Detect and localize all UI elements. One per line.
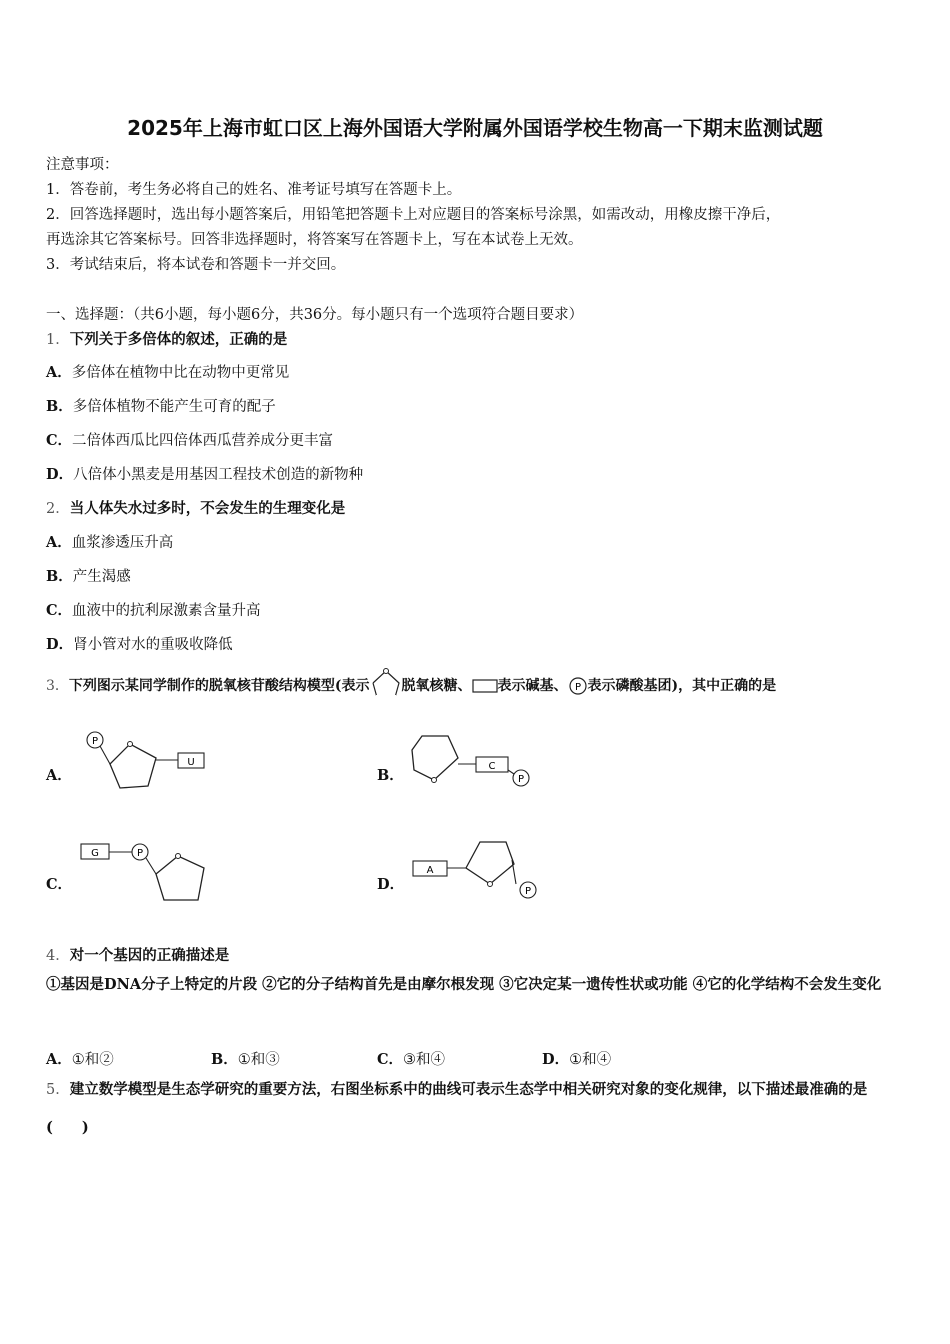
base-label: G (91, 848, 99, 859)
option-label: A． (46, 364, 72, 381)
option-text: 血液中的抗利尿激素含量升高 (72, 603, 261, 619)
question-5 (46, 1071, 904, 1147)
q4-option-a (46, 1048, 114, 1069)
option-label: B． (377, 767, 404, 784)
base-legend-icon (472, 679, 498, 693)
deoxyribose-shape (412, 736, 458, 780)
q3-option-d-diagram (410, 834, 542, 904)
option-label: D． (542, 1051, 570, 1068)
question-number: 4． (46, 948, 70, 964)
section-heading: 一、选择题：（共6小题，每小题6分，共36分。每小题只有一个选项符合题目要求） (46, 307, 584, 323)
question-stem: 当人体失水过多时，不会发生的生理变化是 (69, 500, 346, 517)
deoxyribose-shape (466, 842, 514, 884)
question-number: 5． (46, 1082, 70, 1098)
question-stem: 建立数学模型是生态学研究的重要方法，右图坐标系中的曲线可表示生态学中相关研究对象的变化规律，以下描述最准确的是( ) (46, 1081, 868, 1136)
option-label: A． (46, 1051, 72, 1068)
base-label: A (426, 865, 434, 876)
deoxyribose-shape (110, 744, 156, 788)
phosphate-label: P (91, 736, 99, 747)
option-label: C． (377, 1051, 404, 1068)
q2-option-b (46, 565, 131, 586)
question-number: 2． (46, 501, 70, 517)
deoxyribose-legend-icon (370, 667, 402, 705)
q2-option-c (46, 599, 261, 620)
phosphate-label: P (517, 774, 525, 785)
question-number: 1． (46, 332, 70, 348)
option-label: D． (46, 636, 74, 653)
q1-option-c (46, 429, 333, 450)
base-label: U (187, 757, 195, 768)
q4-option-c (377, 1048, 445, 1069)
q3-option-c-label (46, 873, 72, 894)
question-stem-part-3: 表示碱基、 (497, 678, 568, 694)
option-text: 多倍体植物不能产生可育的配子 (72, 399, 276, 415)
notice-heading: 注意事项： (46, 157, 119, 173)
question-4 (46, 944, 229, 965)
question-2 (46, 497, 345, 518)
q4-option-d (542, 1048, 611, 1069)
q3-option-a-label (46, 764, 72, 785)
option-text: ①和② (71, 1052, 114, 1068)
option-label: A． (46, 534, 72, 551)
option-label: C． (46, 876, 73, 893)
phosphate-label: P (136, 848, 144, 859)
phosphate-label: P (524, 886, 532, 897)
notice-item-2: 2．回答选择题时，选出每小题答案后，用铅笔把答题卡上对应题目的答案标号涂黑，如需改动，用橡皮擦干净后， (46, 207, 781, 223)
question-stem-part-4: 表示磷酸基团)，其中正确的是 (587, 678, 777, 694)
q1-option-a (46, 361, 289, 382)
option-text: ①和③ (237, 1052, 280, 1068)
q3-option-b-label (377, 764, 404, 785)
option-text: ③和④ (403, 1052, 446, 1068)
option-label: B． (211, 1051, 238, 1068)
q4-option-b (211, 1048, 280, 1069)
option-text: 多倍体在植物中比在动物中更常见 (71, 365, 290, 381)
q3-option-d-label (377, 873, 404, 894)
question-stem: 对一个基因的正确描述是 (69, 947, 230, 964)
option-label: C． (46, 432, 73, 449)
notice-item-1: 1．答卷前，考生务必将自己的姓名、准考证号填写在答题卡上。 (46, 182, 462, 198)
q4-description: ①基因是DNA分子上特定的片段 ②它的分子结构首先是由摩尔根发现 ③它决定某一遗传性状或功能 ④它的化学结构不会发生变化 (46, 976, 882, 993)
question-stem-part-1: 下列图示某同学制作的脱氧核苷酸结构模型(表示 (68, 678, 370, 694)
option-label: D． (377, 876, 405, 893)
question-number: 3． (46, 678, 69, 694)
option-text: ①和④ (569, 1052, 612, 1068)
option-label: D． (46, 466, 74, 483)
q3-option-a-diagram (80, 728, 210, 792)
option-text: 血浆渗透压升高 (71, 535, 174, 551)
question-stem-part-2: 脱氧核糖、 (401, 678, 472, 694)
deoxyribose-shape (156, 856, 204, 900)
option-label: B． (46, 398, 73, 415)
option-text: 肾小管对水的重吸收降低 (73, 637, 233, 653)
question-1 (46, 328, 287, 349)
option-label: A． (46, 767, 72, 784)
page-title: 2025年上海市虹口区上海外国语大学附属外国语学校生物高一下期末监测试题 (127, 116, 823, 140)
q3-option-c-diagram (78, 838, 218, 908)
q1-option-d (46, 463, 363, 484)
q2-option-a (46, 531, 173, 552)
phosphate-symbol: P (574, 682, 581, 693)
question-3 (46, 666, 776, 706)
notice-item-3: 3．考试结束后，将本试卷和答题卡一并交回。 (46, 257, 346, 273)
option-label: C． (46, 602, 73, 619)
phosphate-legend-icon (568, 676, 588, 696)
option-text: 二倍体西瓜比四倍体西瓜营养成分更丰富 (72, 433, 334, 449)
option-text: 八倍体小黑麦是用基因工程技术创造的新物种 (73, 467, 364, 483)
option-label: B． (46, 568, 73, 585)
question-stem: 下列关于多倍体的叙述，正确的是 (69, 331, 288, 348)
base-label: C (488, 761, 496, 772)
notice-item-2-cont: 再选涂其它答案标号。回答非选择题时，将答案写在答题卡上，写在本试卷上无效。 (46, 232, 583, 248)
q2-option-d (46, 633, 233, 654)
option-text: 产生渴感 (72, 569, 131, 585)
q1-option-b (46, 395, 276, 416)
q3-option-b-diagram (404, 728, 534, 792)
